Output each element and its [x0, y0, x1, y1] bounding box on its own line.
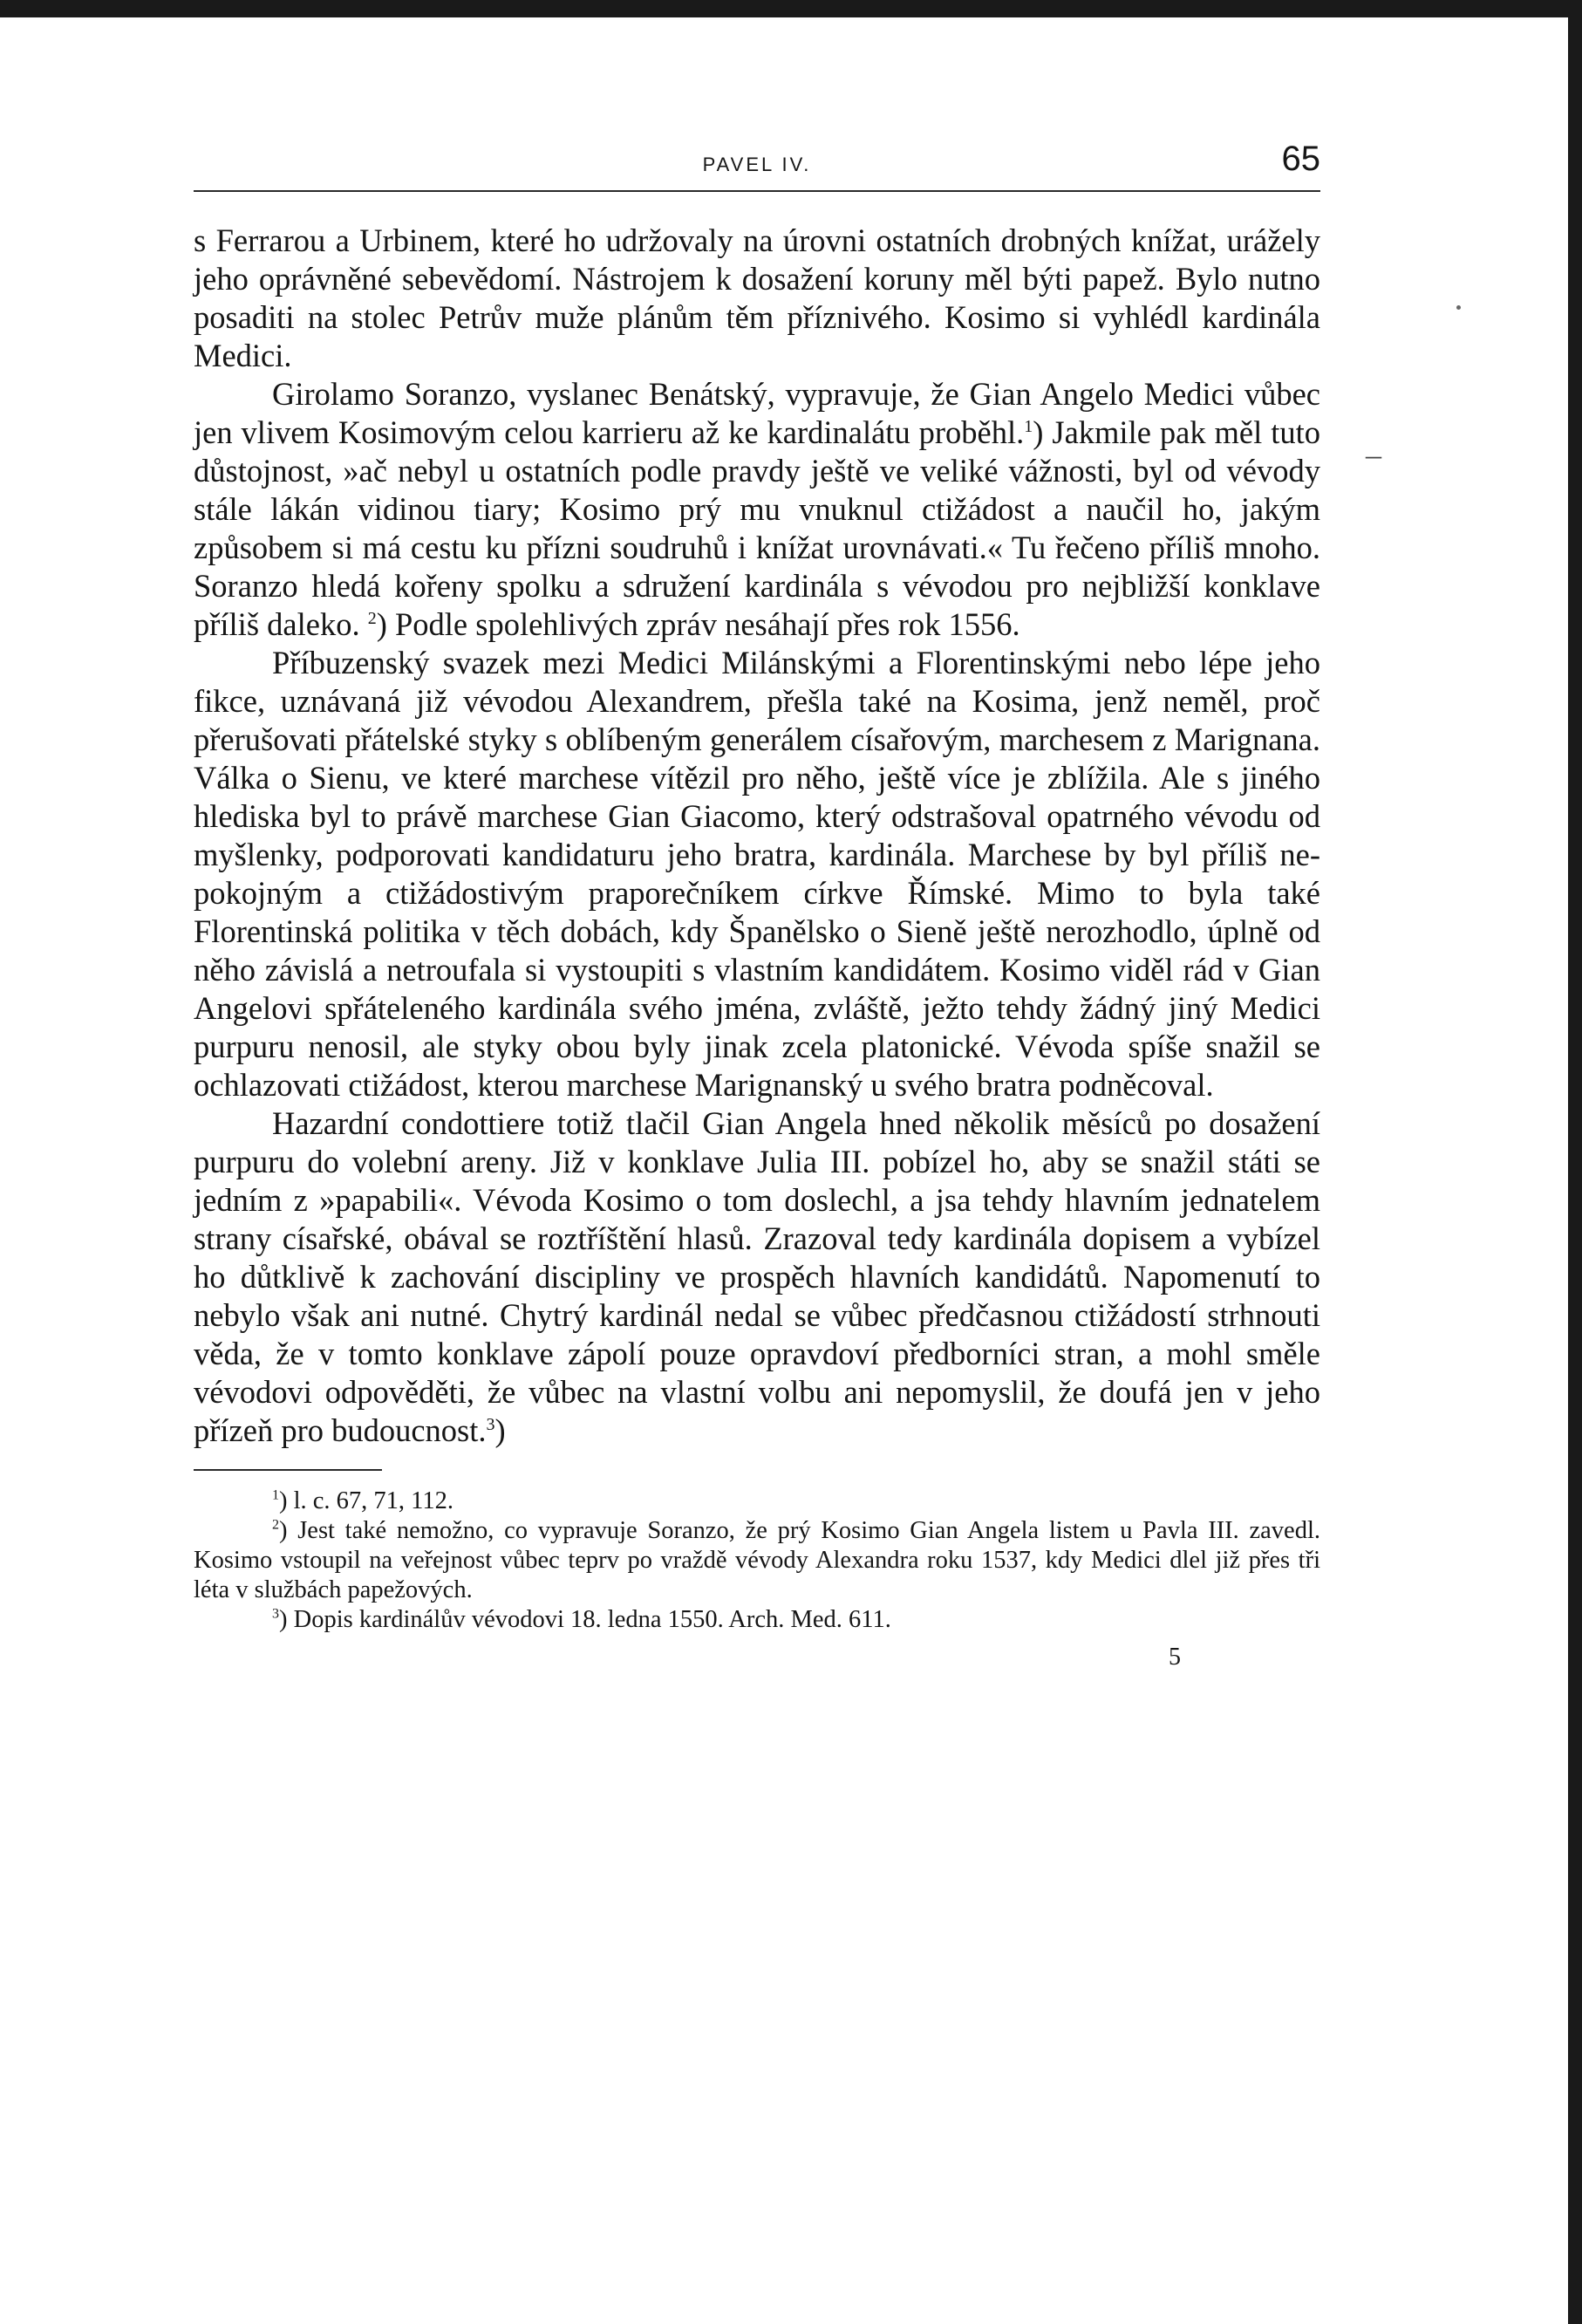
running-head	[194, 131, 1320, 185]
footnote	[194, 1516, 1320, 1605]
text-run: Příbuzenský svazek mezi Medici Milánskými a Florentinskými nebo lépe jeho fikce, uznávaná již vévodou Alexandrem, přešla také na Kosima, jenž neměl, proč přerušovati přátelské styky s oblíbeným generálem císařovým, marchesem z Marignana. Válka o Sienu, ve které marchese vítězil pro něho, ještě více je zblížila. Ale s jiného hlediska byl to právě marchese Gian Giacomo, který odstrašoval opatrného vévodu od myšlenky, podporovati kandidaturu jeho bratra, kardinála. Marchese by byl příliš nepokojným a ctižádostivým praporečníkem církve Římské. Mimo to byla také Florentinská politika v těch dobách, kdy Španělsko o Sieně ještě nerozhodlo, úplně od něho závislá a netroufala si vystoupiti s vlastním kandidátem. Kosimo viděl rád v Gian Angelovi spřáteleného kardinála svého jména, zvláště, ježto tehdy žádný jiný Medici purpuru nenosil, ale styky obou byly jinak zcela platonické. Vévoda spíše snažil se ochlazovati ctižádost, kterou marchese Marignanský u svého bratra podněcoval.	[194, 645, 1320, 1103]
header-rule	[194, 190, 1320, 192]
running-title: PAVEL IV.	[702, 154, 812, 175]
signature-mark: 5	[1169, 1644, 1181, 1671]
text-run: s Ferrarou a Urbinem, které ho udržovaly na úrovni ostatních drobných knížat, urážely jeho oprávněné sebevědomí. Nástrojem k dosažení koruny měl býti papež. Bylo nutno posaditi na stolec Petrův muže plánům těm příznivého. Kosimo si vyhlédl kardinála Medici.	[194, 222, 1320, 373]
text-run: ) Podle spolehlivých zpráv nesáhají přes rok 1556.	[376, 606, 1020, 642]
scan-border-top	[0, 0, 1582, 17]
footnote-text: ) Jest také nemožno, co vypravuje Soranzo, že prý Kosimo Gian Angela listem u Pavla III. zavedl. Kosimo vstoupil na veřejnost vůbec teprv po vraždě vévody Alexandra roku 1537, kdy Medici dlel již přes tři léta v službách papežových.	[194, 1517, 1320, 1603]
footnote-mark: 3	[272, 1606, 279, 1622]
paragraph	[194, 222, 1320, 375]
paragraph	[194, 1104, 1320, 1450]
footnote-rule	[194, 1469, 382, 1471]
text-run: ) Jakmile pak měl tuto důstojnost, »ač nebyl u ostatních podle pravdy ještě ve veliké vážnosti, byl od vévody stále lákán vidinou tiary; Kosimo prý mu vnuknul ctižádost a naučil ho, jakým způsobem si má cestu ku přízni soudruhů i knížat urovnávati.« Tu řečeno příliš mnoho. Soranzo hledá kořeny spolku a sdružení kardinála s vévodou pro nejbližší konklave příliš daleko.	[194, 414, 1320, 642]
margin-speck	[1456, 305, 1461, 310]
footnotes	[194, 1487, 1320, 1635]
page-number: 65	[1281, 140, 1320, 178]
text-run: )	[494, 1412, 506, 1448]
text-run: Girolamo Soranzo, vyslanec Benátský, vypravuje, že Gian Angelo Medici vůbec jen vlivem Kosimovým celou karrieru až ke kardinalátu proběhl.	[194, 376, 1320, 450]
footnote-ref: 3	[486, 1414, 495, 1434]
footnote-mark: 1	[272, 1487, 279, 1503]
footnote	[194, 1605, 1320, 1635]
footnote-text: ) Dopis kardinálův vévodovi 18. ledna 1550. Arch. Med. 611.	[279, 1606, 891, 1633]
body-text	[194, 222, 1320, 1450]
footnote-text: ) l. c. 67, 71, 112.	[279, 1487, 454, 1514]
paragraph	[194, 375, 1320, 644]
footnote-ref: 1	[1024, 416, 1033, 436]
paragraph	[194, 644, 1320, 1104]
book-page	[194, 131, 1320, 1671]
scan-border-right	[1568, 0, 1582, 2324]
footnote	[194, 1487, 1320, 1516]
text-run: Hazardní condottiere totiž tlačil Gian Angela hned několik měsíců po dosažení purpuru do volební areny. Již v konklave Julia III. pobízel ho, aby se snažil státi se jedním z »papabili«. Vévoda Kosimo o tom doslechl, a jsa tehdy hlavním jednatelem strany císařské, obával se roztříštění hlasů. Zrazoval tedy kardinála dopisem a vybízel ho důtklivě k zachování discipliny ve prospěch hlavních kandidátů. Napomenutí to nebylo však ani nutné. Chytrý kardinál nedal se vůbec předčasnou ctižádostí strhnouti věda, že v tomto konklave zápolí pouze opravdoví předborníci stran, a mohl směle vévodovi odpověděti, že vůbec na vlastní volbu ani nepomyslil, že doufá jen v jeho přízeň pro budoucnost.	[194, 1105, 1320, 1448]
footnote-mark: 2	[272, 1517, 279, 1533]
footnote-ref: 2	[367, 608, 377, 628]
margin-mark: –	[1366, 437, 1381, 472]
